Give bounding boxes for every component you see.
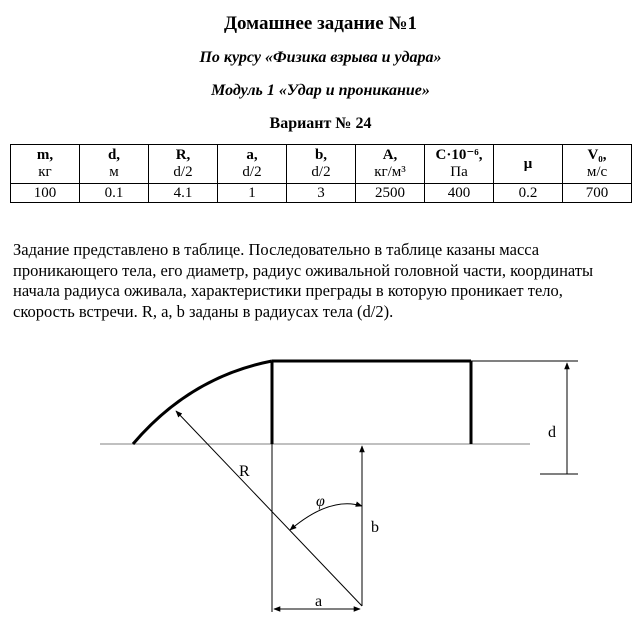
column-header: [494, 145, 563, 184]
column-symbol: a,: [246, 147, 258, 163]
column-unit: Па: [450, 164, 468, 180]
column-unit: м/с: [586, 164, 608, 180]
column-symbol: b,: [314, 147, 328, 163]
column-header: [218, 145, 287, 184]
table-cell: 0.1: [80, 184, 149, 203]
task-description: Задание представлено в таблице. Последовательно в таблице казаны масса проникающего тела, его диаметр, радиус оживальной головной части, координаты начала радиуса оживала, характеристики преграды в которую проникает тело, скорость встречи. R, a, b заданы в радиусах тела (d/2).: [13, 240, 594, 321]
table-cell: 2500: [356, 184, 425, 203]
column-header: [563, 145, 632, 184]
column-unit: d/2: [173, 164, 193, 180]
table-cell: 3: [287, 184, 356, 203]
table-cell: 4.1: [149, 184, 218, 203]
column-header: [80, 145, 149, 184]
column-symbol: R,: [175, 147, 191, 163]
column-unit: кг/м³: [374, 164, 406, 180]
course-name: По курсу «Физика взрыва и удара»: [199, 49, 442, 66]
column-symbol: V₀,: [587, 147, 607, 163]
parameters-table: [10, 144, 632, 203]
a-label: a: [315, 593, 323, 610]
table-values-row: [11, 184, 632, 203]
document-title: Домашнее задание №1: [223, 13, 418, 34]
column-header: [11, 145, 80, 184]
module-name: Модуль 1 «Удар и проникание»: [211, 82, 430, 99]
column-symbol: m,: [36, 147, 54, 163]
table-cell: 700: [563, 184, 632, 203]
column-symbol: A,: [382, 147, 398, 163]
column-symbol: d,: [107, 147, 121, 163]
table-cell: 1: [218, 184, 287, 203]
radius-line: [176, 411, 362, 606]
phi-angle-arc: [290, 504, 362, 530]
variant-number: Вариант № 24: [269, 115, 372, 132]
table-header-row: [11, 145, 632, 184]
column-header: [356, 145, 425, 184]
d-label: d: [548, 424, 556, 441]
column-header: [425, 145, 494, 184]
column-unit: кг: [38, 164, 52, 180]
column-header: [149, 145, 218, 184]
ogive-arc: [133, 361, 272, 444]
b-label: b: [371, 519, 379, 536]
column-unit: d/2: [242, 164, 262, 180]
table-cell: 400: [425, 184, 494, 203]
projectile-figure: [0, 340, 641, 624]
phi-label: φ: [316, 493, 325, 510]
column-unit: d/2: [311, 164, 331, 180]
column-unit: м: [109, 164, 119, 180]
column-header: [287, 145, 356, 184]
R-label: R: [239, 463, 250, 480]
table-cell: 100: [11, 184, 80, 203]
table-cell: 0.2: [494, 184, 563, 203]
column-symbol: μ: [523, 155, 533, 172]
column-symbol: C·10⁻⁶,: [435, 147, 483, 163]
